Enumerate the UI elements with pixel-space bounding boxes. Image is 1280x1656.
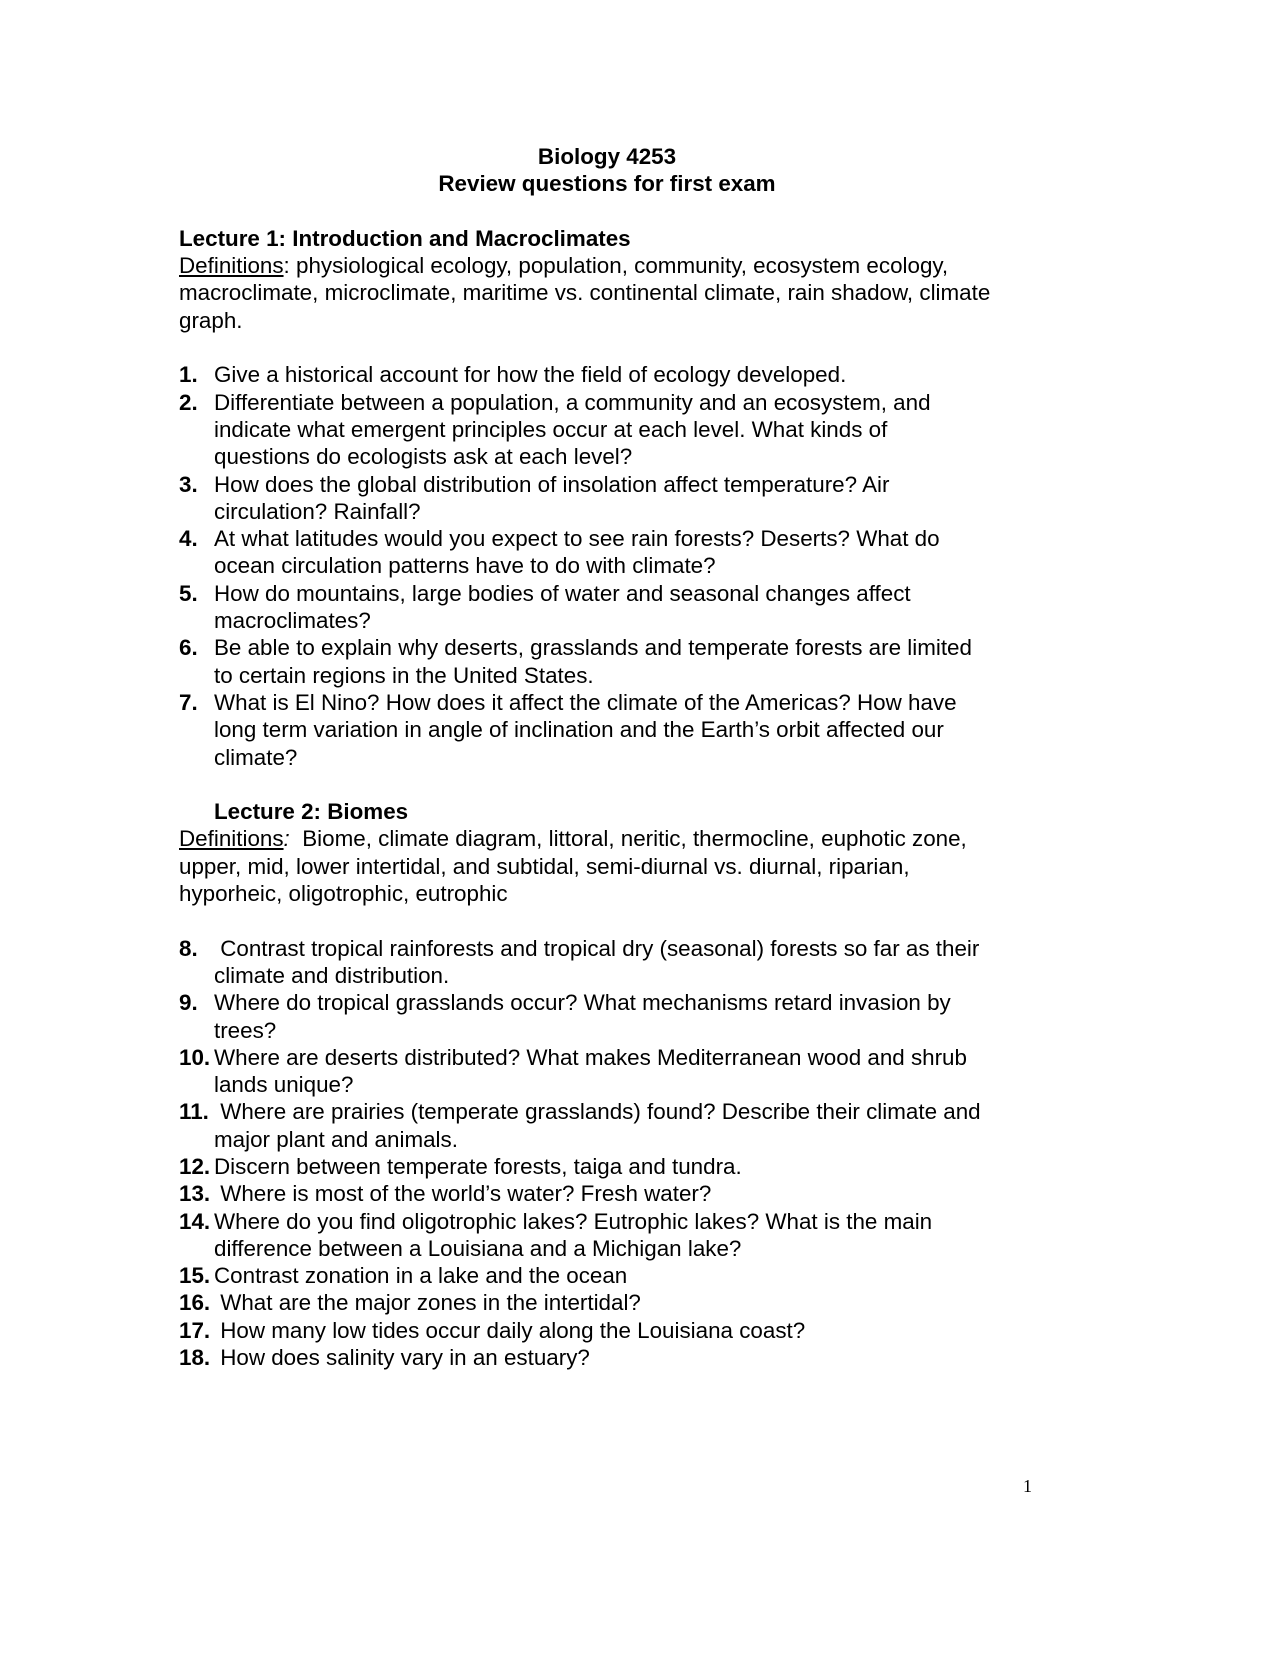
question-text: macroclimates?	[214, 608, 371, 634]
question-number: 6.	[179, 635, 198, 661]
question-number: 17.	[179, 1317, 211, 1343]
question-text: Be able to explain why deserts, grasslands and temperate forests are limited	[214, 635, 972, 661]
question-item	[179, 471, 1059, 526]
question-item	[179, 389, 1059, 471]
document-page	[179, 143, 1059, 1371]
definitions-line	[179, 825, 1059, 852]
definitions-line	[179, 279, 1059, 306]
question-text: How does salinity vary in an estuary?	[214, 1345, 590, 1371]
definitions-line	[179, 880, 1059, 907]
page-number: 1	[1023, 1476, 1032, 1496]
question-item	[179, 1344, 1059, 1371]
question-item	[179, 989, 1059, 1044]
question-number: 18.	[179, 1345, 211, 1371]
definitions-line	[179, 252, 1059, 279]
definitions-line	[179, 853, 1059, 880]
question-item	[179, 1289, 1059, 1316]
section-heading: Lecture 2: Biomes	[214, 799, 409, 825]
question-text: questions do ecologists ask at each level?	[214, 444, 633, 470]
question-number: 13.	[179, 1181, 211, 1207]
question-text: At what latitudes would you expect to see rain forests? Deserts? What do	[214, 526, 940, 552]
definitions-label: Definitions	[179, 253, 284, 279]
definitions-text: Biome, climate diagram, littoral, neritic, thermocline, euphotic zone,	[289, 826, 967, 852]
question-number: 4.	[179, 526, 198, 552]
question-item	[179, 580, 1059, 635]
question-number: 15.	[179, 1263, 211, 1289]
question-number: 2.	[179, 389, 198, 415]
question-text: lands unique?	[214, 1072, 354, 1098]
question-text: What is El Nino? How does it affect the climate of the Americas? How have	[214, 689, 957, 715]
question-number: 9.	[179, 990, 198, 1016]
question-number: 3.	[179, 471, 198, 497]
question-item	[179, 525, 1059, 580]
question-text: climate?	[214, 744, 298, 770]
question-text: Where do tropical grasslands occur? What mechanisms retard invasion by	[214, 990, 951, 1016]
question-item	[179, 1317, 1059, 1344]
definitions-label: Definitions	[179, 826, 284, 852]
question-number: 16.	[179, 1290, 211, 1316]
question-item	[179, 1153, 1059, 1180]
question-item	[179, 634, 1059, 689]
question-text: Where is most of the world’s water? Fresh water?	[214, 1181, 712, 1207]
question-text: major plant and animals.	[214, 1126, 458, 1152]
question-item	[179, 935, 1059, 990]
question-item	[179, 1180, 1059, 1207]
question-text: How does the global distribution of insolation affect temperature? Air	[214, 471, 890, 497]
question-text: long term variation in angle of inclination and the Earth’s orbit affected our	[214, 717, 944, 743]
question-number: 12.	[179, 1153, 211, 1179]
question-item	[179, 1044, 1059, 1099]
question-text: ocean circulation patterns have to do with climate?	[214, 553, 716, 579]
question-text: Differentiate between a population, a community and an ecosystem, and	[214, 389, 931, 415]
question-number: 10.	[179, 1044, 211, 1070]
question-number: 1.	[179, 362, 198, 388]
question-text: How do mountains, large bodies of water and seasonal changes affect	[214, 580, 911, 606]
section-heading: Lecture 1: Introduction and Macroclimates	[179, 225, 631, 251]
question-text: trees?	[214, 1017, 277, 1043]
question-item	[179, 361, 1059, 388]
question-number: 7.	[179, 689, 198, 715]
question-text: Contrast zonation in a lake and the ocean	[214, 1263, 628, 1289]
definitions-separator: :	[283, 826, 290, 852]
question-text: What are the major zones in the intertidal?	[214, 1290, 641, 1316]
question-item	[179, 1208, 1059, 1263]
question-number: 11.	[179, 1099, 209, 1125]
definitions-text: upper, mid, lower intertidal, and subtidal, semi-diurnal vs. diurnal, riparian,	[179, 853, 910, 879]
definitions-text: graph.	[179, 307, 243, 333]
question-text: circulation? Rainfall?	[214, 498, 421, 524]
question-text: How many low tides occur daily along the Louisiana coast?	[214, 1317, 806, 1343]
question-text: Where are prairies (temperate grasslands) found? Describe their climate and	[214, 1099, 981, 1125]
document-subtitle: Review questions for first exam	[438, 171, 776, 197]
definitions-text: macroclimate, microclimate, maritime vs. continental climate, rain shadow, climate	[179, 280, 991, 306]
question-number: 5.	[179, 580, 198, 606]
definitions-separator: :	[283, 253, 290, 279]
question-item	[179, 1098, 1059, 1153]
question-text: Give a historical account for how the field of ecology developed.	[214, 362, 847, 388]
definitions-text: hyporheic, oligotrophic, eutrophic	[179, 881, 508, 907]
document-title: Biology 4253	[537, 144, 677, 169]
question-item	[179, 689, 1059, 771]
definitions-text: physiological ecology, population, community, ecosystem ecology,	[289, 253, 949, 279]
question-text: Where are deserts distributed? What makes Mediterranean wood and shrub	[214, 1044, 967, 1070]
question-text: climate and distribution.	[214, 962, 450, 988]
question-text: Where do you find oligotrophic lakes? Eutrophic lakes? What is the main	[214, 1208, 933, 1234]
question-number: 14.	[179, 1208, 211, 1234]
question-text: indicate what emergent principles occur at each level. What kinds of	[214, 416, 888, 442]
question-text: Contrast tropical rainforests and tropical dry (seasonal) forests so far as their	[214, 935, 980, 961]
question-text: to certain regions in the United States.	[214, 662, 594, 688]
question-number: 8.	[179, 935, 198, 961]
question-text: Discern between temperate forests, taiga and tundra.	[214, 1153, 742, 1179]
definitions-line	[179, 307, 1059, 334]
question-text: difference between a Louisiana and a Michigan lake?	[214, 1235, 742, 1261]
question-item	[179, 1262, 1059, 1289]
